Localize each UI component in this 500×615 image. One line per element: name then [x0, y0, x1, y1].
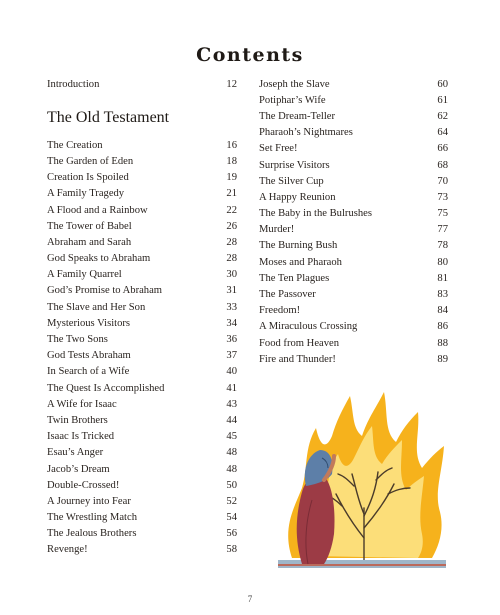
toc-entry-page: 28 — [226, 236, 237, 248]
toc-entry-page: 44 — [226, 414, 237, 426]
toc-entry-page: 36 — [226, 334, 237, 346]
page-number: 7 — [247, 594, 253, 604]
toc-entry[interactable] — [47, 170, 237, 186]
toc-entry-page: 73 — [437, 191, 448, 203]
toc-entry-title: The Garden of Eden — [47, 155, 134, 167]
toc-entry-page: 43 — [226, 398, 237, 410]
toc-entry-title: Pharaoh’s Nightmares — [259, 127, 353, 139]
toc-entry-introduction[interactable] — [47, 76, 237, 92]
toc-entry-title: Food from Heaven — [259, 337, 340, 349]
toc-entry-page: 50 — [226, 479, 237, 491]
toc-entry-title: The Baby in the Bulrushes — [259, 208, 372, 220]
toc-entry-title: The Two Sons — [47, 334, 108, 346]
toc-entry-page: 84 — [437, 305, 448, 317]
toc-entry[interactable] — [259, 238, 448, 254]
toc-entry-title: A Happy Reunion — [259, 191, 336, 203]
toc-entry-page: 80 — [437, 256, 448, 268]
toc-entry-page: 31 — [226, 285, 237, 297]
toc-entry-title: Abraham and Sarah — [47, 236, 132, 248]
toc-entry-title: Introduction — [47, 78, 100, 90]
toc-entry[interactable] — [47, 461, 237, 477]
toc-entry-title: A Family Quarrel — [47, 269, 122, 281]
page-title: Contents — [196, 44, 304, 66]
toc-entry-page: 48 — [226, 447, 237, 459]
toc-entry[interactable] — [47, 234, 237, 250]
toc-entry[interactable] — [259, 108, 448, 124]
toc-entry[interactable] — [259, 335, 448, 351]
toc-entry-title: A Family Tragedy — [47, 188, 125, 200]
toc-entry-title: The Slave and Her Son — [47, 301, 146, 313]
toc-entry[interactable] — [47, 283, 237, 299]
toc-entry[interactable] — [259, 173, 448, 189]
toc-entry-page: 45 — [226, 431, 237, 443]
toc-entry-page: 78 — [437, 240, 448, 252]
toc-entry-page: 30 — [226, 269, 237, 281]
toc-entry[interactable] — [259, 141, 448, 157]
toc-entry-page: 22 — [226, 204, 237, 216]
toc-entry[interactable] — [47, 412, 237, 428]
toc-entry-title: Esau’s Anger — [47, 447, 104, 459]
toc-entry-title: Murder! — [259, 224, 295, 236]
toc-entry[interactable] — [259, 92, 448, 108]
burning-bush-illustration — [272, 388, 450, 586]
toc-entry-title: A Miraculous Crossing — [259, 321, 358, 333]
toc-entry-page: 89 — [437, 353, 448, 365]
toc-entry-title: Creation Is Spoiled — [47, 172, 129, 184]
toc-entry[interactable] — [259, 286, 448, 302]
toc-entry-title: God Speaks to Abraham — [47, 253, 151, 265]
toc-entry-title: Jacob’s Dream — [47, 463, 110, 475]
toc-entry[interactable] — [47, 510, 237, 526]
toc-entry-page: 60 — [437, 78, 448, 90]
toc-entry-page: 28 — [226, 253, 237, 265]
toc-entry[interactable] — [47, 202, 237, 218]
toc-entry-title: Double-Crossed! — [47, 479, 120, 491]
toc-entry[interactable] — [47, 267, 237, 283]
toc-entry-title: In Search of a Wife — [47, 366, 130, 378]
toc-entry-page: 12 — [226, 78, 237, 90]
toc-entry[interactable] — [259, 270, 448, 286]
toc-right-column — [259, 76, 448, 367]
toc-entry-title: The Tower of Babel — [47, 220, 132, 232]
toc-entry[interactable] — [47, 218, 237, 234]
toc-entry-title: God Tests Abraham — [47, 350, 131, 362]
toc-entry-title: The Quest Is Accomplished — [47, 382, 165, 394]
toc-entry-title: Moses and Pharaoh — [259, 256, 342, 268]
toc-entry-page: 33 — [226, 301, 237, 313]
toc-entry[interactable] — [259, 189, 448, 205]
toc-entry[interactable] — [259, 157, 448, 173]
toc-entry-page: 81 — [437, 272, 448, 284]
toc-entry-page: 62 — [437, 110, 448, 122]
toc-entry[interactable] — [47, 186, 237, 202]
toc-entry-title: Twin Brothers — [47, 414, 108, 426]
toc-entry-page: 48 — [226, 463, 237, 475]
toc-entry[interactable] — [259, 76, 448, 92]
toc-entry-page: 21 — [226, 188, 237, 200]
toc-entry[interactable] — [47, 364, 237, 380]
toc-entry-page: 34 — [226, 317, 237, 329]
toc-entry[interactable] — [47, 348, 237, 364]
toc-entry-page: 16 — [226, 139, 237, 151]
moses-figure — [297, 450, 335, 564]
toc-entry-title: Freedom! — [259, 305, 301, 317]
toc-entry-title: The Dream-Teller — [259, 110, 336, 122]
toc-entry[interactable] — [259, 222, 448, 238]
toc-entry-page: 61 — [437, 94, 448, 106]
toc-entry-page: 40 — [226, 366, 237, 378]
toc-entry[interactable] — [47, 315, 237, 331]
toc-entry-title: The Ten Plagues — [259, 272, 330, 284]
toc-entry-page: 77 — [437, 224, 448, 236]
toc-entry-title: The Burning Bush — [259, 240, 338, 252]
toc-entry-page: 19 — [226, 172, 237, 184]
toc-entry-title: A Wife for Isaac — [47, 398, 117, 410]
toc-entry-title: Fire and Thunder! — [259, 353, 336, 365]
toc-entry-title: Potiphar’s Wife — [259, 94, 326, 106]
toc-entry-page: 56 — [226, 528, 237, 540]
toc-right-entries — [259, 76, 448, 367]
toc-entry[interactable] — [47, 429, 237, 445]
toc-entry[interactable] — [259, 206, 448, 222]
toc-entry-title: The Passover — [259, 289, 316, 301]
toc-entry-page: 37 — [226, 350, 237, 362]
toc-entry-title: God’s Promise to Abraham — [47, 285, 163, 297]
toc-entry-title: Mysterious Visitors — [47, 317, 131, 329]
toc-entry-title: Surprise Visitors — [259, 159, 330, 171]
toc-entry[interactable] — [47, 542, 237, 558]
toc-entry[interactable] — [47, 299, 237, 315]
toc-entry-page: 52 — [226, 495, 237, 507]
toc-entry-title: The Jealous Brothers — [47, 528, 137, 540]
toc-entry-page: 75 — [437, 208, 448, 220]
toc-entry[interactable] — [47, 526, 237, 542]
toc-entry-page: 54 — [226, 512, 237, 524]
toc-entry[interactable] — [47, 153, 237, 169]
toc-entry-page: 70 — [437, 175, 448, 187]
toc-entry-title: The Creation — [47, 139, 103, 151]
toc-entry[interactable] — [47, 477, 237, 493]
toc-entry[interactable] — [259, 351, 448, 367]
toc-entry-title: Set Free! — [259, 143, 298, 155]
toc-entry[interactable] — [259, 254, 448, 270]
toc-entry-page: 41 — [226, 382, 237, 394]
toc-entry-page: 58 — [226, 544, 237, 556]
toc-entry-page: 26 — [226, 220, 237, 232]
toc-left-column — [47, 76, 237, 558]
toc-entry-title: The Wrestling Match — [47, 512, 137, 524]
toc-left-entries — [47, 137, 237, 558]
toc-entry-page: 86 — [437, 321, 448, 333]
toc-entry-title: Revenge! — [47, 544, 88, 556]
toc-entry[interactable] — [47, 251, 237, 267]
toc-entry-page: 68 — [437, 159, 448, 171]
toc-entry-title: Joseph the Slave — [259, 78, 330, 90]
toc-entry[interactable] — [259, 303, 448, 319]
toc-entry[interactable] — [47, 380, 237, 396]
toc-entry[interactable] — [259, 125, 448, 141]
toc-entry-page: 64 — [437, 127, 448, 139]
toc-entry-page: 83 — [437, 289, 448, 301]
toc-entry[interactable] — [47, 445, 237, 461]
toc-entry-title: The Silver Cup — [259, 175, 324, 187]
toc-entry[interactable] — [47, 396, 237, 412]
toc-entry-title: Isaac Is Tricked — [47, 431, 115, 443]
section-heading: The Old Testament — [47, 109, 170, 127]
toc-entry[interactable] — [47, 493, 237, 509]
toc-entry-page: 88 — [437, 337, 448, 349]
toc-entry[interactable] — [259, 319, 448, 335]
toc-entry-page: 18 — [226, 155, 237, 167]
toc-entry[interactable] — [47, 137, 237, 153]
toc-entry-title: A Flood and a Rainbow — [47, 204, 148, 216]
toc-entry-title: A Journey into Fear — [47, 495, 131, 507]
toc-entry-page: 66 — [437, 143, 448, 155]
toc-entry[interactable] — [47, 331, 237, 347]
